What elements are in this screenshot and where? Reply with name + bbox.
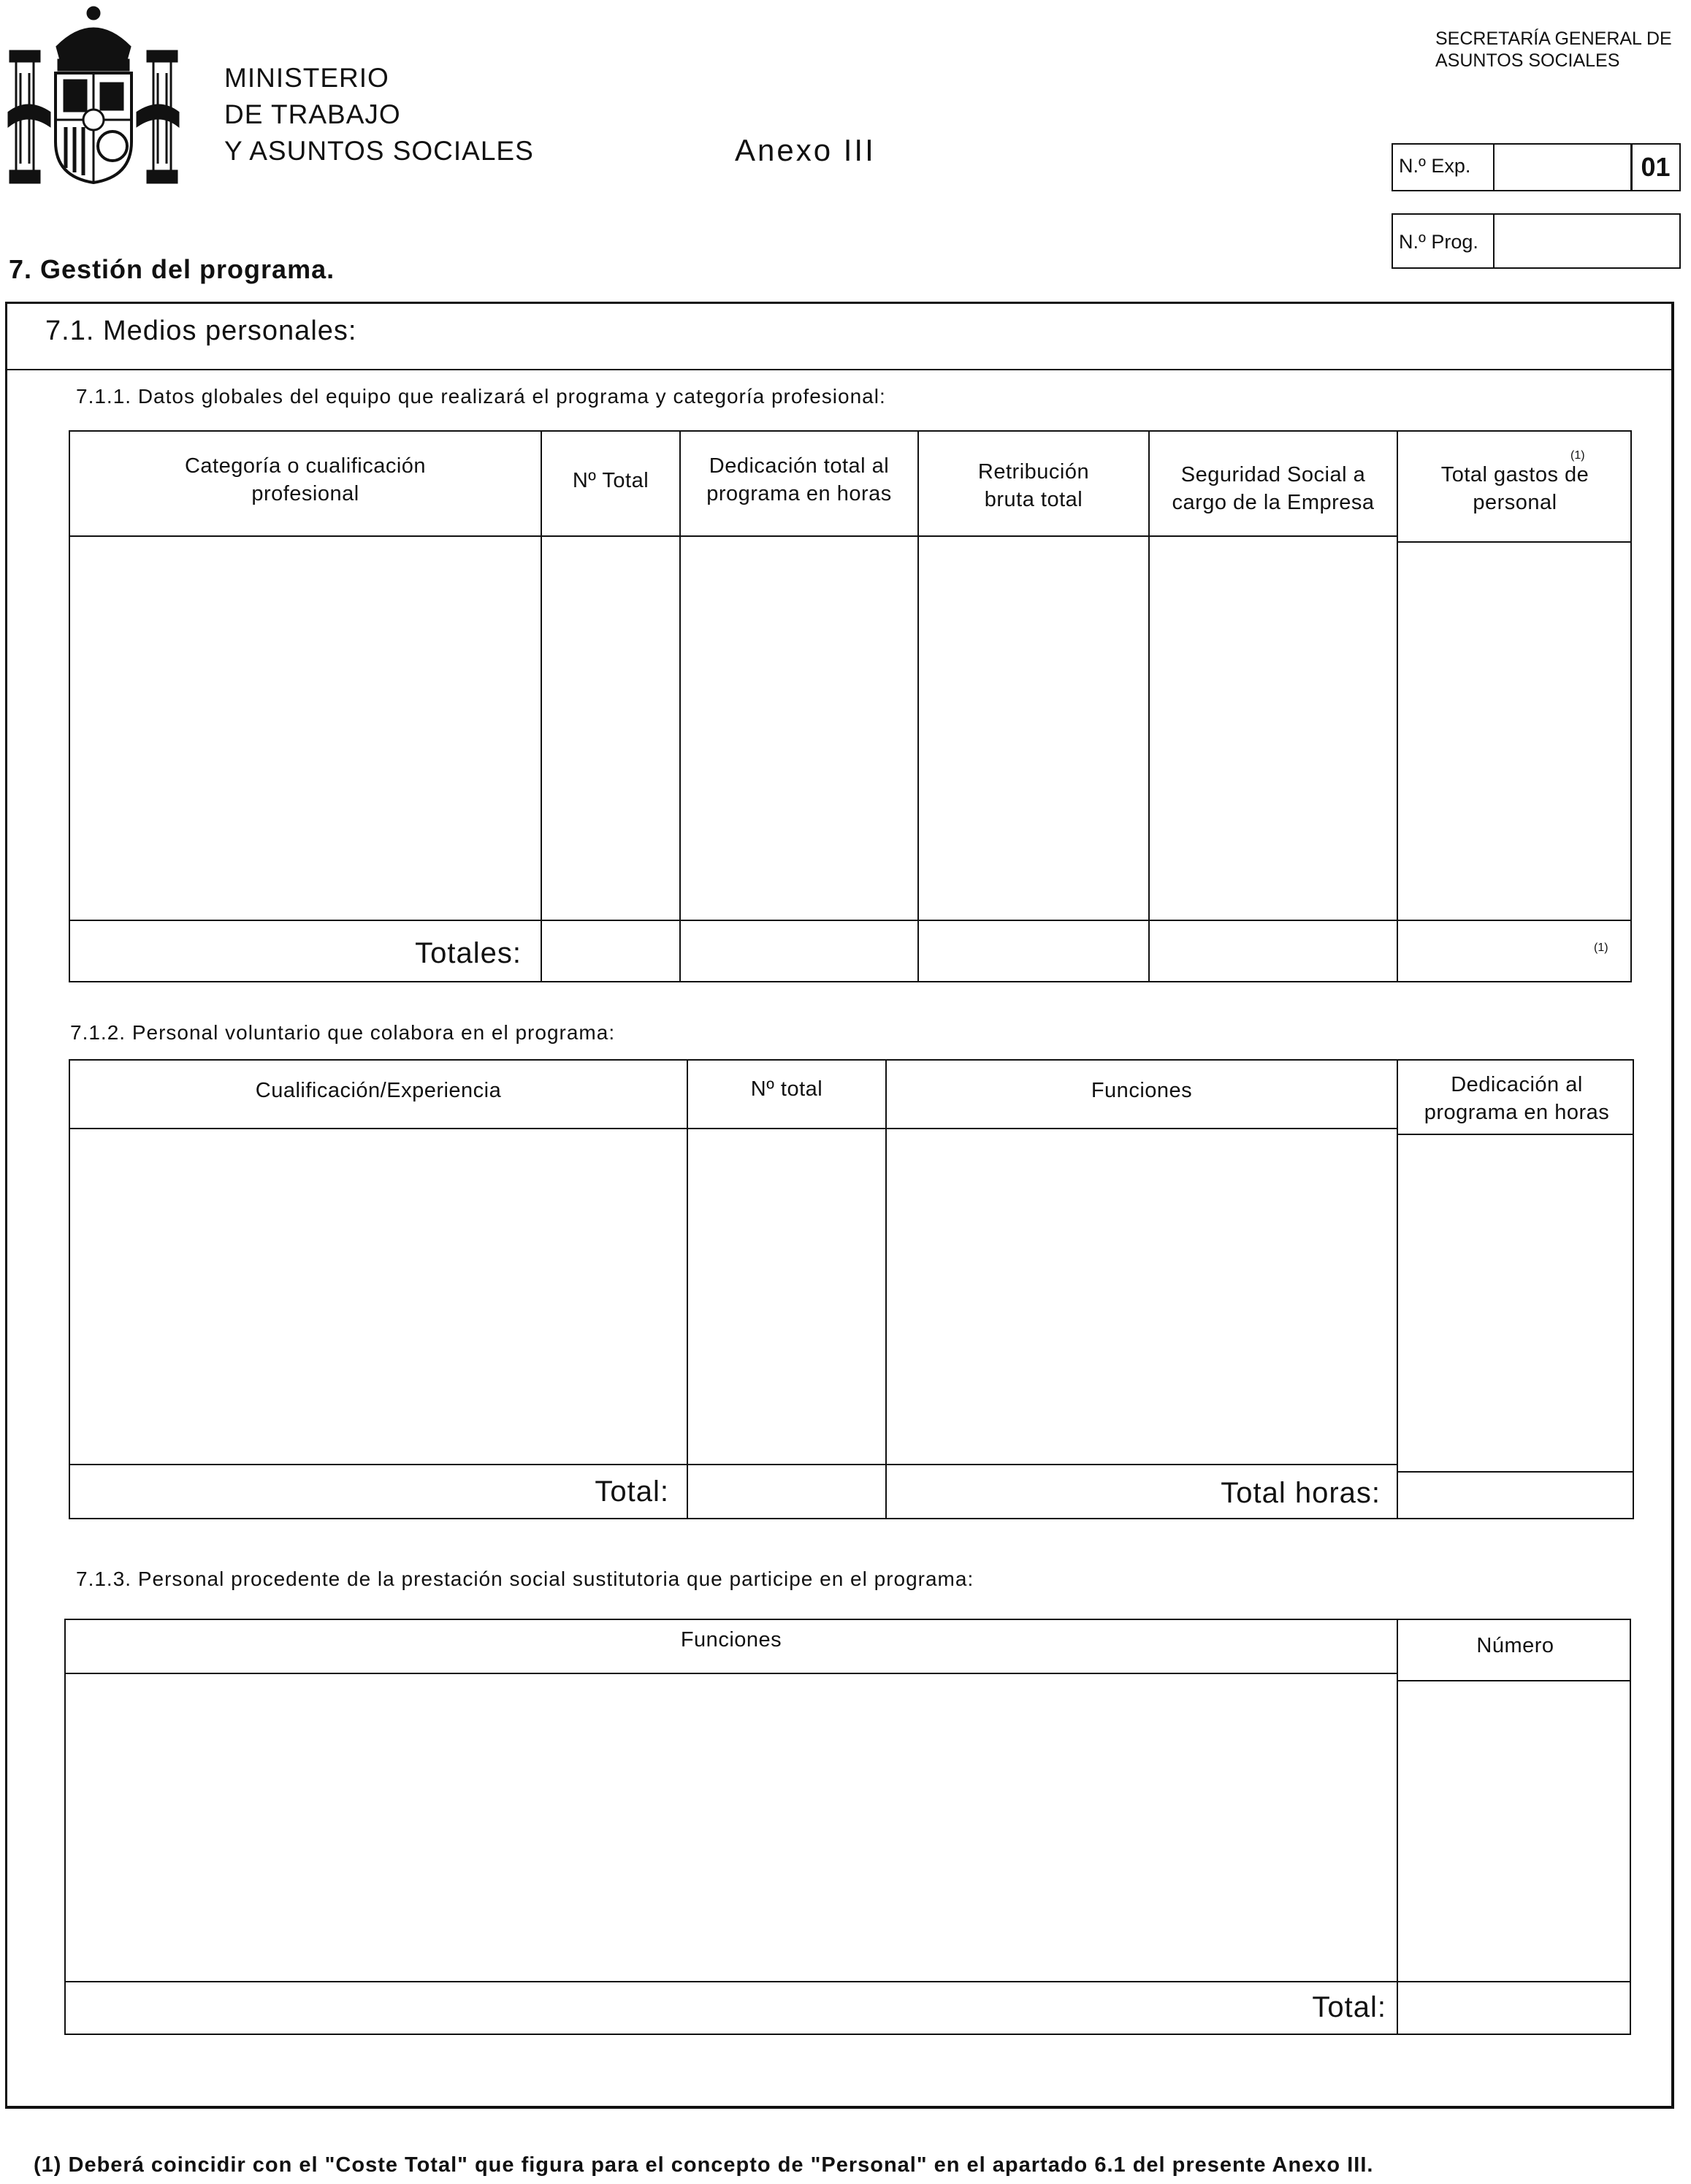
totals-label: Totales:: [415, 937, 522, 969]
coat-of-arms-icon: [6, 3, 181, 187]
column-header-number: Número: [1476, 1634, 1554, 1657]
column-header-functions: Funciones: [680, 1628, 782, 1652]
annex-title: Anexo III: [735, 133, 876, 167]
column-header-gross-pay: Retribución bruta total: [977, 460, 1090, 511]
table-rule: [687, 1061, 688, 1518]
total-label: Total:: [595, 1475, 669, 1508]
table-rule: [1398, 541, 1630, 543]
volunteer-table: [69, 1059, 1634, 1519]
table-rule: [1398, 1680, 1630, 1681]
column-header-functions: Funciones: [1091, 1079, 1193, 1102]
column-header-social-security: Seguridad Social a cargo de la Empresa: [1172, 463, 1375, 514]
table3-caption: 7.1.3. Personal procedente de la prestación social sustitutoria que participe en el programa:: [76, 1568, 974, 1590]
table-rule: [70, 535, 1398, 537]
staff-table: [69, 430, 1632, 982]
divider: [1493, 215, 1495, 267]
table2-caption: 7.1.2. Personal voluntario que colabora en el programa:: [70, 1021, 616, 1044]
table-rule: [1397, 1061, 1398, 1518]
ministry-line-2: DE TRABAJO: [224, 99, 401, 129]
program-number-label: N.º Prog.: [1399, 231, 1478, 253]
secretaria-name: [1435, 28, 1672, 72]
expedient-number-box: [1392, 143, 1681, 191]
subsection-title: 7.1. Medios personales:: [45, 316, 357, 346]
ministry-line-1: MINISTERIO: [224, 63, 389, 93]
table-rule: [70, 1464, 1398, 1465]
table-rule: [541, 432, 542, 981]
table-rule: [66, 1673, 1398, 1674]
table-rule: [917, 432, 919, 981]
program-number-box: [1392, 213, 1681, 269]
total-label: Total:: [1312, 1991, 1386, 2023]
footnote-mark: (1): [1594, 942, 1608, 954]
divider: [1493, 145, 1495, 190]
ministry-line-3: Y ASUNTOS SOCIALES: [224, 136, 534, 166]
table-rule: [1397, 1620, 1398, 2034]
table-rule: [885, 1061, 887, 1518]
column-header-total-personnel-cost: Total gastos de personal: [1440, 463, 1589, 514]
table1-caption: 7.1.1. Datos globales del equipo que realizará el programa y categoría profesional:: [76, 385, 886, 408]
table-rule: [70, 1128, 1398, 1129]
expedient-number-label: N.º Exp.: [1399, 155, 1471, 177]
column-header-dedication-hours: Dedicación total al programa en horas: [706, 454, 892, 505]
ministry-name: [224, 60, 534, 169]
table-rule: [1398, 1134, 1633, 1135]
table-rule: [1398, 1471, 1633, 1473]
column-header-total-number: Nº Total: [572, 469, 649, 492]
expedient-code: 01: [1641, 152, 1671, 182]
column-header-dedication-hours: Dedicación al programa en horas: [1424, 1073, 1610, 1124]
footnote: (1) Deberá coincidir con el "Coste Total" que figura para el concepto de "Personal" en el apartado 6.1 del presente Anexo III.: [34, 2153, 1374, 2177]
substitute-service-table: [64, 1619, 1631, 2035]
column-header-total-number: Nº total: [750, 1077, 823, 1101]
column-header-category: Categoría o cualificación profesional: [184, 454, 427, 505]
secretaria-line-1: SECRETARÍA GENERAL DE: [1435, 28, 1672, 49]
table-rule: [679, 432, 681, 981]
column-header-qualification: Cualificación/Experiencia: [255, 1079, 502, 1102]
secretaria-line-2: ASUNTOS SOCIALES: [1435, 50, 1620, 71]
total-hours-label: Total horas:: [1221, 1477, 1381, 1509]
coat-of-arms-graphic: [6, 3, 181, 187]
table-rule: [66, 1981, 1630, 1982]
section-title: 7. Gestión del programa.: [9, 254, 335, 284]
subsection-divider: [5, 369, 1674, 370]
footnote-mark: (1): [1570, 449, 1585, 462]
